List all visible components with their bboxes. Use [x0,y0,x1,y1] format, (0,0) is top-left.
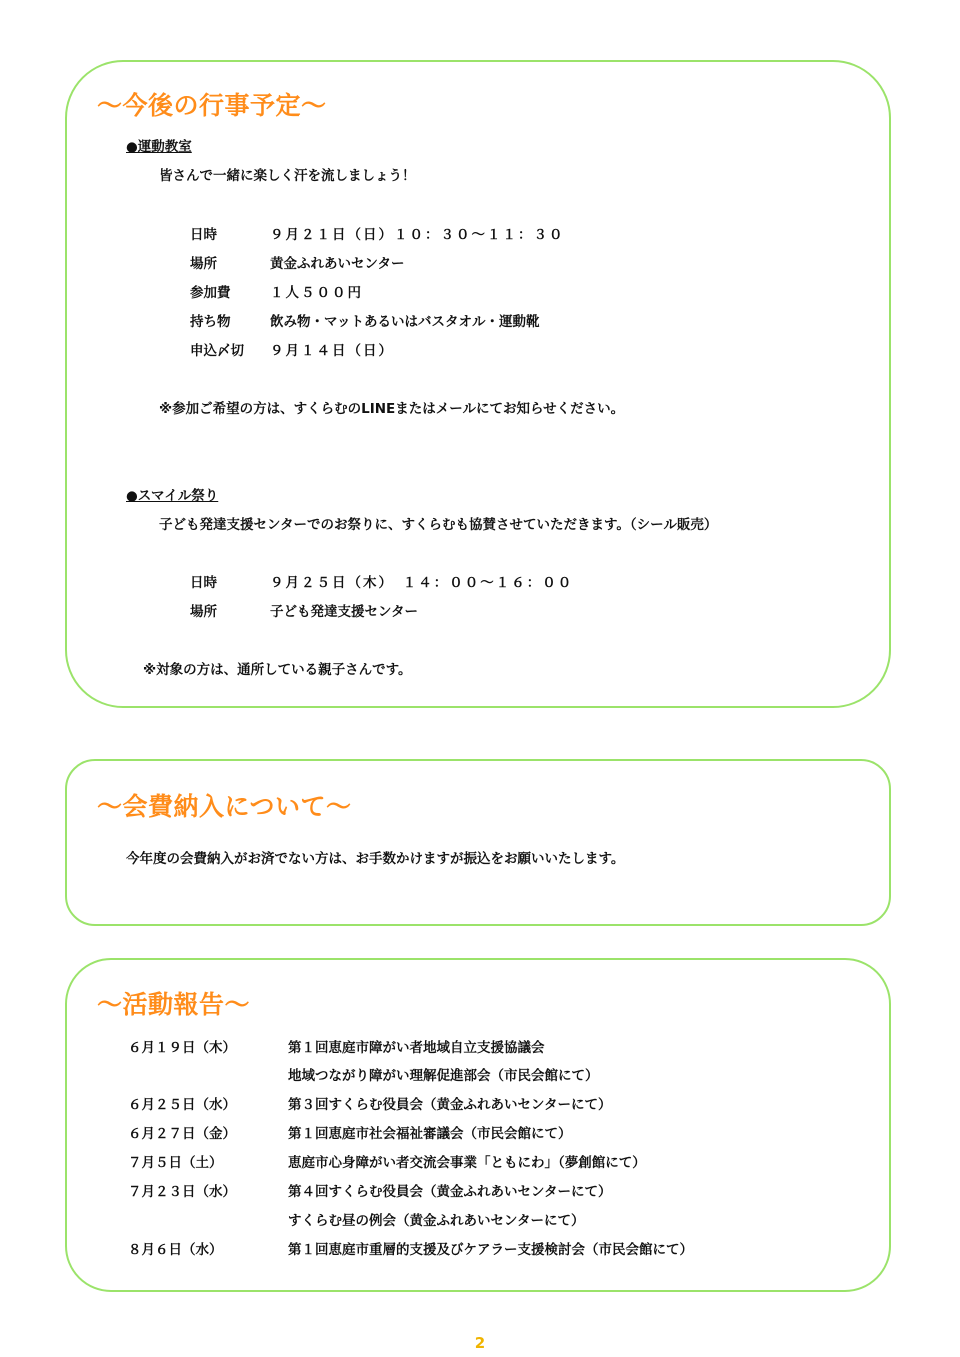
exercise-note: ※参加ご希望の方は、すくらむのLINEまたはメールにてお知らせください。 [159,401,625,417]
report-activity: 第１回恵庭市重層的支援及びケアラー支援検討会（市民会館にて） [288,1242,693,1258]
exercise-label-fee: 参加費 [190,285,231,301]
events-frame [65,60,891,708]
report-date: ７月２３日（水） [128,1184,236,1200]
exercise-value-bring: 飲み物・マットあるいはバスタオル・運動靴 [270,314,540,330]
exercise-intro: 皆さんで一緒に楽しく汗を流しましょう！ [159,168,416,184]
smile-intro: 子ども発達支援センターでのお祭りに、すくらむも協賛させていただきます。（シール販売） [159,517,718,533]
exercise-label-deadline: 申込〆切 [190,343,244,359]
report-activity: 第４回すくらむ役員会（黄金ふれあいセンターにて） [288,1184,612,1200]
exercise-value-datetime: ９月２１日（日）１０：３０～１１：３０ [270,227,565,243]
report-date: ６月２７日（金） [128,1126,236,1142]
report-activity: 第３回すくらむ役員会（黄金ふれあいセンターにて） [288,1097,612,1113]
report-date: ８月６日（水） [128,1242,223,1258]
smile-value-place: 子ども発達支援センター [270,604,418,620]
exercise-heading: ●運動教室 [126,139,192,155]
smile-value-datetime: ９月２５日（木） １４：００～１６：００ [270,575,574,591]
fees-frame [65,759,891,926]
report-date: ７月５日（土） [128,1155,223,1171]
report-date: ６月２５日（水） [128,1097,236,1113]
page-number: 2 [474,1334,486,1352]
fees-title: ～会費納入について～ [97,792,352,821]
events-title: ～今後の行事予定～ [97,91,327,120]
smile-label-datetime: 日時 [190,575,217,591]
exercise-value-deadline: ９月１４日（日） [270,343,394,359]
report-title: ～活動報告～ [97,990,251,1019]
exercise-label-bring: 持ち物 [190,314,231,330]
report-activity: 第１回恵庭市社会福祉審議会（市民会館にて） [288,1126,572,1142]
exercise-label-place: 場所 [190,256,217,272]
smile-heading: ●スマイル祭り [126,488,219,504]
report-activity: 地域つながり障がい理解促進部会（市民会館にて） [288,1068,599,1084]
exercise-value-fee: １人５００円 [270,285,363,301]
exercise-label-datetime: 日時 [190,227,217,243]
smile-label-place: 場所 [190,604,217,620]
report-activity: すくらむ昼の例会（黄金ふれあいセンターにて） [288,1213,585,1229]
report-date: ６月１９日（木） [128,1040,236,1056]
exercise-value-place: 黄金ふれあいセンター [270,256,405,272]
report-activity: 恵庭市心身障がい者交流会事業「ともにわ」（夢創館にて） [288,1155,646,1171]
fees-body: 今年度の会費納入がお済でない方は、お手数かけますが振込をお願いいたします。 [126,851,625,867]
report-activity: 第１回恵庭市障がい者地域自立支援協議会 [288,1040,545,1056]
smile-note: ※対象の方は、通所している親子さんです。 [143,662,412,678]
